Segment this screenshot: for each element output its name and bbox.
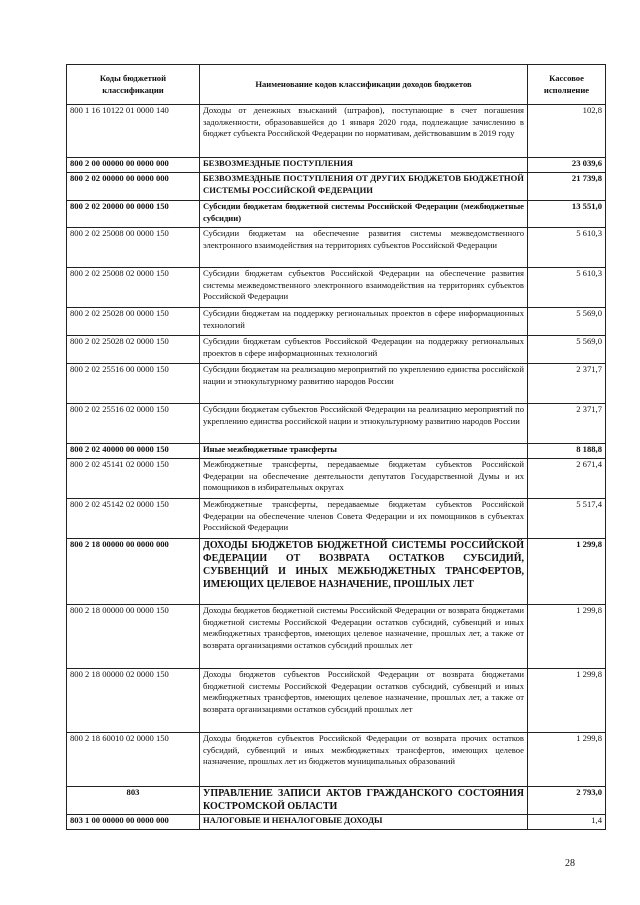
row-value: 1,4: [528, 815, 606, 830]
row-code: 800 2 02 25028 00 0000 150: [67, 308, 200, 336]
row-value: 5 569,0: [528, 308, 606, 336]
row-code: 800 2 02 25028 02 0000 150: [67, 336, 200, 364]
header-name: Наименование кодов классификации доходов бюджетов: [200, 65, 528, 105]
table-row: [67, 336, 606, 364]
row-value: 1 299,8: [528, 669, 606, 733]
row-name: Доходы бюджетов бюджетной системы Российской Федерации от возврата бюджетами бюджетной системы Российской Федерации остатков субсидий, субвенций и иных межбюджетных трансфертов, имеющих целевое назначение, прошлых лет, а также от возврата организациями остатков субсидий прошлых лет: [200, 605, 528, 669]
row-value: 2 371,7: [528, 404, 606, 444]
table-row: [67, 308, 606, 336]
table-row: [67, 459, 606, 499]
row-code: 800 2 18 00000 02 0000 150: [67, 669, 200, 733]
table-row: [67, 173, 606, 201]
row-name: УПРАВЛЕНИЕ ЗАПИСИ АКТОВ ГРАЖДАНСКОГО СОСТОЯНИЯ КОСТРОМСКОЙ ОБЛАСТИ: [200, 787, 528, 815]
row-value: 13 551,0: [528, 201, 606, 228]
row-name: Межбюджетные трансферты, передаваемые бюджетам субъектов Российской Федерации на обеспечение членов Совета Федерации и их помощников в субъектах Российской Федерации: [200, 499, 528, 539]
row-name: Субсидии бюджетам субъектов Российской Федерации на обеспечение развития системы межведомственного электронного взаимодействия на территориях субъектов Российской Федерации: [200, 268, 528, 308]
row-code: 800 2 18 00000 00 0000 000: [67, 539, 200, 605]
row-name: Субсидии бюджетам на обеспечение развития системы межведомственного электронного взаимодействия на территориях субъектов Российской Федерации: [200, 228, 528, 268]
row-value: 5 610,3: [528, 268, 606, 308]
row-value: 1 299,8: [528, 539, 606, 605]
row-code: 800 2 02 25008 00 0000 150: [67, 228, 200, 268]
row-code: 800 2 00 00000 00 0000 000: [67, 158, 200, 173]
row-name: Субсидии бюджетам субъектов Российской Федерации на поддержку региональных проектов в сфере информационных технологий: [200, 336, 528, 364]
table-row: [67, 228, 606, 268]
row-name: Доходы бюджетов субъектов Российской Федерации от возврата бюджетами бюджетной системы Российской Федерации остатков субсидий, субвенций и иных межбюджетных трансфертов, имеющих целевое назначение, прошлых лет, а также от возврата организациями остатков субсидий прошлых лет: [200, 669, 528, 733]
row-value: 2 671,4: [528, 459, 606, 499]
row-name: БЕЗВОЗМЕЗДНЫЕ ПОСТУПЛЕНИЯ: [200, 158, 528, 173]
table-row: [67, 105, 606, 158]
row-value: 23 039,6: [528, 158, 606, 173]
row-name: БЕЗВОЗМЕЗДНЫЕ ПОСТУПЛЕНИЯ ОТ ДРУГИХ БЮДЖЕТОВ БЮДЖЕТНОЙ СИСТЕМЫ РОССИЙСКОЙ ФЕДЕРАЦИИ: [200, 173, 528, 201]
table-row: [67, 787, 606, 815]
row-name: Субсидии бюджетам на реализацию мероприятий по укреплению единства российской нации и этнокультурному развитию народов России: [200, 364, 528, 404]
row-name: Субсидии бюджетам на поддержку региональных проектов в сфере информационных технологий: [200, 308, 528, 336]
row-name: Субсидии бюджетам субъектов Российской Федерации на реализацию мероприятий по укреплению единства российской нации и этнокультурному развитию народов России: [200, 404, 528, 444]
row-value: 2 793,0: [528, 787, 606, 815]
table-row: [67, 201, 606, 228]
row-code: 800 2 02 25516 02 0000 150: [67, 404, 200, 444]
row-value: 1 299,8: [528, 733, 606, 787]
row-value: 5 569,0: [528, 336, 606, 364]
header-row: [67, 65, 606, 105]
row-code: 800 2 02 00000 00 0000 000: [67, 173, 200, 201]
row-value: 5 517,4: [528, 499, 606, 539]
row-code: 800 1 16 10122 01 0000 140: [67, 105, 200, 158]
row-code: 800 2 02 25008 02 0000 150: [67, 268, 200, 308]
budget-table: [66, 64, 606, 830]
row-code: 803 1 00 00000 00 0000 000: [67, 815, 200, 830]
row-code: 800 2 02 45141 02 0000 150: [67, 459, 200, 499]
table-row: [67, 364, 606, 404]
row-code: 800 2 02 45142 02 0000 150: [67, 499, 200, 539]
row-value: 1 299,8: [528, 605, 606, 669]
header-code: Коды бюджетной классификации: [67, 65, 200, 105]
row-code: 800 2 02 20000 00 0000 150: [67, 201, 200, 228]
row-code: 800 2 02 40000 00 0000 150: [67, 444, 200, 459]
row-code: 800 2 18 60010 02 0000 150: [67, 733, 200, 787]
row-name: ДОХОДЫ БЮДЖЕТОВ БЮДЖЕТНОЙ СИСТЕМЫ РОССИЙСКОЙ ФЕДЕРАЦИИ ОТ ВОЗВРАТА ОСТАТКОВ СУБСИДИЙ, СУБВЕНЦИЙ И ИНЫХ МЕЖБЮДЖЕТНЫХ ТРАНСФЕРТОВ, ИМЕЮЩИХ ЦЕЛЕВОЕ НАЗНАЧЕНИЕ, ПРОШЛЫХ ЛЕТ: [200, 539, 528, 605]
table-row: [67, 268, 606, 308]
row-value: 5 610,3: [528, 228, 606, 268]
row-value: 21 739,8: [528, 173, 606, 201]
table-row: [67, 605, 606, 669]
table-row: [67, 815, 606, 830]
table-row: [67, 669, 606, 733]
row-code: 803: [67, 787, 200, 815]
row-value: 8 188,8: [528, 444, 606, 459]
table-row: [67, 539, 606, 605]
row-name: Доходы бюджетов субъектов Российской Федерации от возврата прочих остатков субсидий, субвенций и иных межбюджетных трансфертов, имеющих целевое назначение, прошлых лет из бюджетов муниципальных образований: [200, 733, 528, 787]
table-row: [67, 733, 606, 787]
table-row: [67, 444, 606, 459]
table-row: [67, 499, 606, 539]
row-code: 800 2 18 00000 00 0000 150: [67, 605, 200, 669]
row-name: НАЛОГОВЫЕ И НЕНАЛОГОВЫЕ ДОХОДЫ: [200, 815, 528, 830]
table-row: [67, 404, 606, 444]
row-name: Доходы от денежных взысканий (штрафов), поступающие в счет погашения задолженности, образовавшейся до 1 января 2020 года, подлежащие зачислению в бюджет субъекта Российской Федерации по нормативам, действовавшим в 2019 году: [200, 105, 528, 158]
table-row: [67, 158, 606, 173]
row-code: 800 2 02 25516 00 0000 150: [67, 364, 200, 404]
row-name: Межбюджетные трансферты, передаваемые бюджетам субъектов Российской Федерации на обеспечение деятельности депутатов Государственной Думы и их помощников в избирательных округах: [200, 459, 528, 499]
row-name: Иные межбюджетные трансферты: [200, 444, 528, 459]
row-value: 102,8: [528, 105, 606, 158]
header-value: Кассовое исполнение: [528, 65, 606, 105]
row-name: Субсидии бюджетам бюджетной системы Российской Федерации (межбюджетные субсидии): [200, 201, 528, 228]
page-number: 28: [565, 858, 575, 869]
row-value: 2 371,7: [528, 364, 606, 404]
